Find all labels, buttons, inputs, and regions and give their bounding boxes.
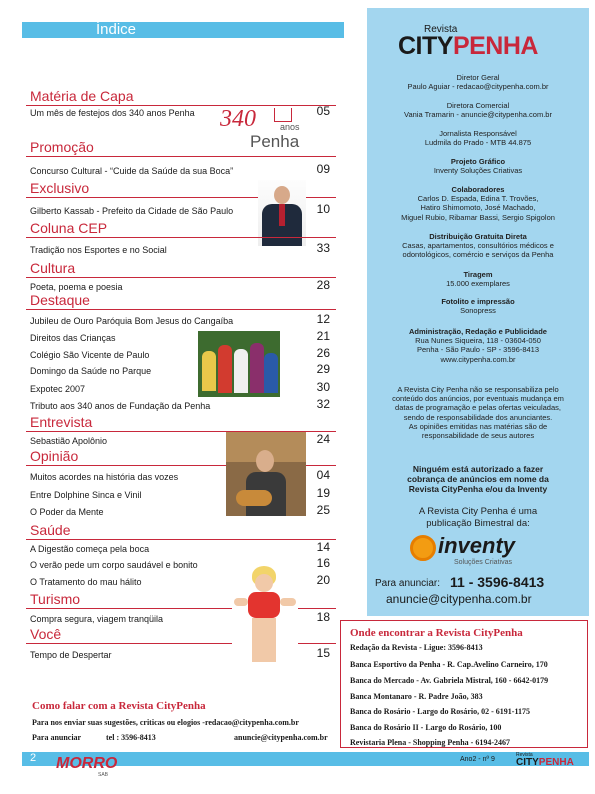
warning-text: Ninguém está autorizado a fazer cobrança de anúncios em nome da Revista CityPenha e/ou da Inventy [407, 464, 549, 494]
toc-item[interactable]: Gilberto Kassab - Prefeito da Cidade de São Paulo 10 [30, 202, 330, 216]
toc-item[interactable]: Muitos acordes na história das vozes 04 [30, 468, 330, 482]
toc-item[interactable]: Domingo da Saúde no Parque 29 [30, 362, 330, 376]
children-photo [198, 331, 280, 397]
toc-item[interactable]: Entre Dolphine Sinca e Vinil 19 [30, 486, 330, 500]
section-cultura: Cultura [26, 260, 336, 278]
masthead-block-fotolito: Fotolito e impressão Sonopress [441, 297, 515, 316]
section-opiniao: Opinião [26, 448, 336, 466]
edition-label: Ano2 - nº 9 [460, 756, 495, 763]
where-line: Banca Esportivo da Penha - R. Cap.Avelino Carneiro, 170 [350, 660, 548, 669]
disclaimer-text: A Revista City Penha não se responsabiliza pelo conteúdo dos anúncios, por eventuais mudança em datas de programação e pelas ofertas veiculadas, sendo de responsabilidade dos anunciantes. As opiniões emitidas nas matérias são de responsabilidade de seus autores [392, 385, 564, 441]
musician-photo [226, 432, 306, 516]
where-line: Banca Montanaro - R. Padre João, 383 [350, 692, 483, 701]
masthead-block-distribuicao: Distribuição Gratuita Direta Casas, apartamentos, consultórios médicos e odontológicos, comércio e serviços da Penha [402, 232, 554, 260]
where-line: Banca do Rosário - Largo do Rosário, 02 - 6191-1175 [350, 707, 530, 716]
masthead-block-tiragem: Tiragem 15.000 exemplares [446, 270, 510, 289]
section-destaque: Destaque [26, 292, 336, 310]
contact-title: Como falar com a Revista CityPenha [32, 700, 206, 712]
toc-item[interactable]: Tradição nos Esportes e no Social 33 [30, 241, 330, 255]
contact-phone[interactable]: tel : 3596-8413 [106, 733, 156, 742]
toc-item[interactable]: Tributo aos 340 anos de Fundação da Penha 32 [30, 397, 330, 411]
toc-item[interactable]: O verão pede um corpo saudável e bonito 16 [30, 556, 330, 570]
toc-item[interactable]: Sebastião Apolônio 24 [30, 432, 330, 446]
toc-item[interactable]: O Poder da Mente 25 [30, 503, 330, 517]
masthead-block-projeto: Projeto Gráfico Inventy Soluções Criativas [433, 157, 523, 176]
toc-item[interactable]: Tempo de Despertar 15 [30, 646, 330, 660]
masthead-block-diretor: Diretor Geral Paulo Aguiar - redacao@citypenha.com.br [407, 73, 549, 92]
index-header-bar [22, 22, 344, 38]
toc-item[interactable]: Expotec 2007 30 [30, 380, 330, 394]
inventy-logo: inventy Soluções Criativas [410, 533, 550, 569]
page-number: 2 [30, 752, 37, 764]
masthead-block-administracao: Administração, Redação e Publicidade Rua Nunes Siqueira, 118 - 03604-050 Penha - São Paulo - SP - 3596-8413 www.citypenha.com.br [409, 327, 547, 364]
where-line: Redação da Revista - Ligue: 3596-8413 [350, 643, 483, 652]
340-anos-penha-logo: 340 anos Penha [220, 106, 300, 151]
anunciar-phone[interactable]: 11 - 3596-8413 [450, 574, 545, 590]
toc-item[interactable]: Concurso Cultural - “Cuide da Saúde da sua Boca” 09 [30, 162, 330, 176]
section-saude: Saúde [26, 522, 336, 540]
index-title: Índice [96, 21, 137, 38]
contact-email[interactable]: anuncie@citypenha.com.br [234, 733, 328, 742]
fitness-woman-photo [232, 562, 298, 662]
small-citypenha-logo: Revista CITYPENHA [516, 752, 574, 768]
toc-item[interactable]: Jubileu de Ouro Paróquia Bom Jesus do Cangaíba 12 [30, 312, 330, 326]
section-entrevista: Entrevista [26, 414, 336, 432]
section-materia-de-capa: Matéria de Capa [26, 88, 336, 106]
contact-line1: Para nos enviar suas sugestões, criticas ou elogios -redacao@citypenha.com.br [32, 718, 299, 727]
section-voce: Você [26, 626, 336, 644]
section-turismo: Turismo [26, 591, 336, 609]
toc-item[interactable]: Direitos das Crianças 21 [30, 329, 330, 343]
where-line: Banca do Mercado - Av. Gabriela Mistral, 160 - 6642-0179 [350, 676, 549, 685]
toc-item[interactable]: A Digestão começa pela boca 14 [30, 540, 330, 554]
anunciar-label: Para anunciar: [375, 578, 441, 589]
section-promocao: Promoção [26, 139, 336, 157]
section-exclusivo: Exclusivo [26, 180, 336, 198]
bimestral-text: A Revista City Penha é uma publicação Bimestral da: [418, 506, 538, 529]
citypenha-logo: CITYPENHA [398, 32, 538, 60]
morro-logo: MORRO SAB [56, 755, 118, 778]
anunciar-email[interactable]: anuncie@citypenha.com.br [386, 592, 532, 606]
contact-anunciar: Para anunciar [32, 733, 82, 742]
inventy-circle-icon [410, 535, 436, 561]
toc-item[interactable]: Poeta, poema e poesia 28 [30, 278, 330, 292]
toc-item[interactable]: O Tratamento do mau hálito 20 [30, 573, 330, 587]
masthead-block-colaboradores: Colaboradores Carlos D. Espada, Edina T. Trovões, Hatiro Shimomoto, José Machado, Miguel Rubio, Ribamar Bassi, Sergio Spigolon [401, 185, 555, 222]
toc-item[interactable]: Colégio São Vicente de Paulo 26 [30, 346, 330, 360]
where-line: Revistaria Plena - Shopping Penha - 6194-2467 [350, 738, 511, 747]
toc-item[interactable]: Um mês de festejos dos 340 anos Penha 05 [30, 104, 330, 118]
where-line: Banca do Rosário II - Largo do Rosário, 100 [350, 723, 502, 732]
toc-item[interactable]: Compra segura, viagem tranqüila 18 [30, 610, 330, 624]
house-icon [274, 108, 292, 122]
masthead-block-comercial: Diretora Comercial Vania Tramarin - anuncie@citypenha.com.br [404, 101, 552, 120]
masthead-block-jornalista: Jornalista Responsável Ludmila do Prado - MTB 44.875 [424, 129, 532, 148]
where-title: Onde encontrar a Revista CityPenha [350, 627, 523, 639]
section-coluna-cep: Coluna CEP [26, 220, 336, 238]
revista-label: Revista [424, 24, 458, 35]
